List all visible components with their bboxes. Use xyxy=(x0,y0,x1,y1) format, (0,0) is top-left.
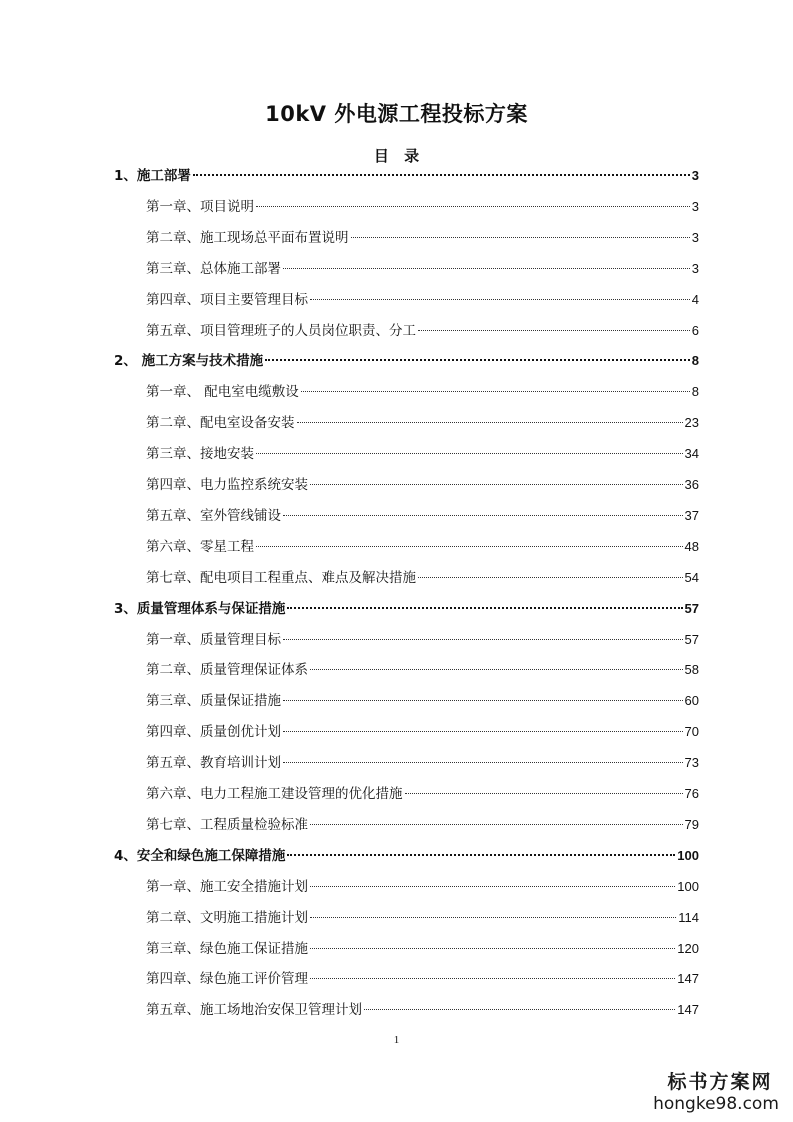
toc-chapter-entry[interactable] xyxy=(146,567,699,589)
toc-dot-leader xyxy=(287,853,675,856)
toc-entry-label: 1、施工部署 xyxy=(114,168,191,184)
toc-chapter-entry[interactable] xyxy=(146,659,699,681)
toc-entry-label: 第六章、零星工程 xyxy=(146,538,254,555)
toc-chapter-entry[interactable] xyxy=(146,999,699,1021)
toc-entry-label: 第二章、质量管理保证体系 xyxy=(146,662,308,679)
toc-chapter-entry[interactable] xyxy=(146,474,699,496)
toc-entry-label: 第三章、绿色施工保证措施 xyxy=(146,940,308,957)
toc-dot-leader xyxy=(301,390,690,392)
toc-dot-leader xyxy=(265,358,690,361)
toc-dot-leader xyxy=(364,1008,675,1010)
toc-entry-page: 147 xyxy=(677,1002,699,1018)
toc-chapter-entry[interactable] xyxy=(146,783,699,805)
toc-dot-leader xyxy=(256,452,683,454)
toc-entry-label: 第二章、施工现场总平面布置说明 xyxy=(146,229,349,246)
toc-entry-page: 60 xyxy=(684,693,699,709)
toc-entry-page: 57 xyxy=(684,631,699,647)
toc-chapter-entry[interactable] xyxy=(146,721,699,743)
page-title: 10kV 外电源工程投标方案 xyxy=(265,102,528,126)
toc-entry-label: 第一章、质量管理目标 xyxy=(146,631,281,648)
toc-chapter-entry[interactable] xyxy=(146,536,699,558)
watermark xyxy=(651,1067,781,1114)
toc-entry-page: 37 xyxy=(684,507,699,523)
toc-entry-label: 第五章、施工场地治安保卫管理计划 xyxy=(146,1002,362,1019)
toc-entry-label: 第三章、质量保证措施 xyxy=(146,693,281,710)
toc-entry-page: 120 xyxy=(677,940,699,956)
toc-entry-label: 4、安全和绿色施工保障措施 xyxy=(114,847,286,864)
watermark-brand: 标书方案网 xyxy=(667,1071,773,1093)
toc-entry-label: 第二章、配电室设备安装 xyxy=(146,415,295,432)
toc-dot-leader xyxy=(418,576,683,578)
toc-chapter-entry[interactable] xyxy=(146,968,699,990)
toc-entry-label: 第五章、室外管线铺设 xyxy=(146,507,281,524)
toc-entry-label: 第五章、教育培训计划 xyxy=(146,755,281,772)
toc-entry-page: 54 xyxy=(684,569,699,585)
toc-entry-page: 3 xyxy=(691,229,699,245)
watermark-url: hongke98.com xyxy=(653,1094,779,1114)
toc-section-entry[interactable] xyxy=(114,598,699,620)
toc-dot-leader xyxy=(310,668,683,670)
toc-chapter-entry[interactable] xyxy=(146,505,699,527)
toc-dot-leader xyxy=(310,298,690,300)
toc-entry-label: 2、 施工方案与技术措施 xyxy=(114,353,264,370)
toc-dot-leader xyxy=(310,947,675,949)
toc-heading: 目 录 xyxy=(373,147,420,165)
toc-dot-leader xyxy=(310,483,683,485)
toc-entry-page: 34 xyxy=(684,446,699,462)
toc-entry-label: 第一章、项目说明 xyxy=(146,198,254,215)
toc-chapter-entry[interactable] xyxy=(146,196,699,218)
toc-dot-leader xyxy=(310,916,676,918)
toc-entry-page: 100 xyxy=(677,878,699,894)
toc-entry-page: 36 xyxy=(684,477,699,492)
toc-entry-label: 第二章、文明施工措施计划 xyxy=(146,909,308,926)
toc-dot-leader xyxy=(283,514,683,516)
toc-entry-page: 8 xyxy=(691,384,699,400)
toc-chapter-entry[interactable] xyxy=(146,289,699,311)
toc-entry-label: 第一章、 配电室电缆敷设 xyxy=(146,384,299,401)
toc-entry-label: 第三章、总体施工部署 xyxy=(146,260,281,277)
toc-dot-leader xyxy=(256,545,683,547)
toc-dot-leader xyxy=(283,267,690,269)
toc-entry-label: 第一章、施工安全措施计划 xyxy=(146,878,308,895)
toc-chapter-entry[interactable] xyxy=(146,320,699,342)
toc-dot-leader xyxy=(310,823,683,825)
toc-entry-label: 第七章、工程质量检验标准 xyxy=(146,816,308,833)
toc-entry-page: 147 xyxy=(677,971,699,987)
toc-entry-page: 114 xyxy=(678,909,699,925)
toc-dot-leader xyxy=(351,236,690,238)
toc-dot-leader xyxy=(405,792,683,794)
toc-dot-leader xyxy=(418,329,690,331)
toc-chapter-entry[interactable] xyxy=(146,814,699,836)
toc-entry-label: 第四章、质量创优计划 xyxy=(146,724,281,741)
toc-entry-page: 4 xyxy=(691,291,699,307)
toc-dot-leader xyxy=(256,205,690,207)
toc-entry-label: 第六章、电力工程施工建设管理的优化措施 xyxy=(146,786,403,802)
toc-dot-leader xyxy=(310,977,675,979)
toc-dot-leader xyxy=(297,421,683,423)
toc-dot-leader xyxy=(287,606,682,609)
toc-section-entry[interactable] xyxy=(114,165,699,187)
toc-entry-page: 57 xyxy=(684,600,699,616)
toc-entry-page: 6 xyxy=(691,322,699,338)
toc-dot-leader xyxy=(283,638,683,640)
toc-dot-leader xyxy=(310,885,675,887)
toc-chapter-entry[interactable] xyxy=(146,752,699,774)
toc-chapter-entry[interactable] xyxy=(146,227,699,249)
toc-entry-page: 3 xyxy=(691,260,699,276)
toc-dot-leader xyxy=(283,761,683,763)
toc-entry-page: 70 xyxy=(684,724,699,740)
toc-chapter-entry[interactable] xyxy=(146,629,699,651)
toc-entry-label: 3、质量管理体系与保证措施 xyxy=(114,600,286,617)
toc-entry-page: 48 xyxy=(684,538,699,554)
toc-chapter-entry[interactable] xyxy=(146,938,699,960)
toc-entry-page: 73 xyxy=(684,755,699,771)
toc-chapter-entry[interactable] xyxy=(146,258,699,280)
toc-chapter-entry[interactable] xyxy=(146,412,699,434)
toc-entry-label: 第七章、配电项目工程重点、难点及解决措施 xyxy=(146,569,416,586)
toc-section-entry[interactable] xyxy=(114,350,699,372)
toc-entry-page: 79 xyxy=(684,816,699,832)
toc-dot-leader xyxy=(283,699,683,701)
toc-chapter-entry[interactable] xyxy=(146,690,699,712)
toc-dot-leader xyxy=(283,730,683,732)
toc-dot-leader xyxy=(193,173,690,176)
toc-entry-page: 58 xyxy=(684,662,699,678)
toc-entry-page: 3 xyxy=(691,198,699,214)
toc-entry-label: 第三章、接地安装 xyxy=(146,446,254,463)
toc-entry-page: 3 xyxy=(691,168,699,183)
page-number: 1 xyxy=(393,1034,400,1046)
toc-entry-page: 8 xyxy=(691,353,699,369)
toc-chapter-entry[interactable] xyxy=(146,876,699,898)
toc-entry-label: 第四章、绿色施工评价管理 xyxy=(146,971,308,988)
toc-entry-page: 76 xyxy=(684,786,699,801)
toc-chapter-entry[interactable] xyxy=(146,443,699,465)
toc-section-entry[interactable] xyxy=(114,845,699,867)
toc-chapter-entry[interactable] xyxy=(146,907,699,929)
toc-entry-label: 第四章、电力监控系统安装 xyxy=(146,477,308,493)
toc-entry-label: 第五章、项目管理班子的人员岗位职责、分工 xyxy=(146,322,416,339)
toc-entry-label: 第四章、项目主要管理目标 xyxy=(146,291,308,308)
toc-chapter-entry[interactable] xyxy=(146,381,699,403)
toc-entry-page: 23 xyxy=(684,415,699,431)
toc-entry-page: 100 xyxy=(677,847,699,863)
